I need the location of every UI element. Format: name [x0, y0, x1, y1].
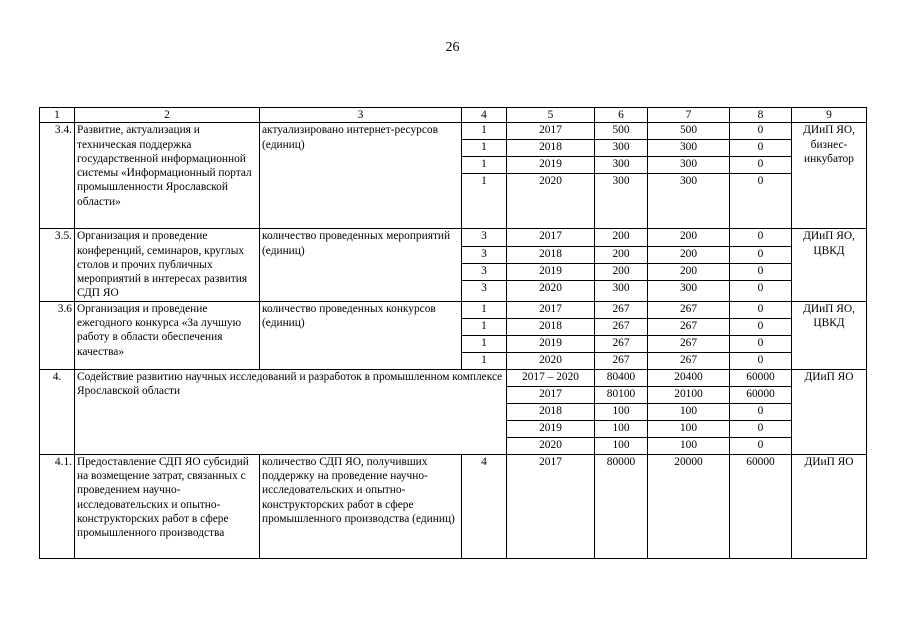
header-cell: 7	[648, 108, 730, 123]
table-row	[40, 454, 867, 558]
total-cell: 200	[595, 229, 648, 246]
total-cell: 500	[595, 123, 648, 140]
regional-cell: 267	[648, 352, 730, 369]
regional-cell: 267	[648, 301, 730, 318]
indicator-name: актуализировано интернет-ресурсов (единиц)	[260, 123, 462, 229]
indicator-value: 1	[462, 157, 507, 174]
year-cell: 2017	[507, 229, 595, 246]
year-cell: 2018	[507, 246, 595, 263]
other-cell: 60000	[730, 454, 792, 558]
indicator-value: 3	[462, 229, 507, 246]
task-name: Содействие развитию научных исследований и разработок в промышленном комплексе Ярославской области	[75, 369, 507, 454]
page-number: 26	[445, 40, 460, 55]
total-cell: 300	[595, 140, 648, 157]
header-cell: 8	[730, 108, 792, 123]
total-cell: 100	[595, 403, 648, 420]
measure-name: Организация и проведение ежегодного конкурса «За лучшую работу в области обеспечения качества»	[75, 301, 260, 369]
regional-cell: 200	[648, 229, 730, 246]
regional-cell: 300	[648, 281, 730, 301]
other-cell: 0	[730, 140, 792, 157]
row-number: 3.4.	[40, 123, 75, 229]
year-cell: 2020	[507, 437, 595, 454]
regional-cell: 500	[648, 123, 730, 140]
measure-name: Развитие, актуализация и техническая поддержка государственной информационной системы «Информационный портал промышленности Ярославской области»	[75, 123, 260, 229]
other-cell: 0	[730, 437, 792, 454]
header-cell: 2	[75, 108, 260, 123]
year-cell: 2017 – 2020	[507, 369, 595, 386]
indicator-value: 1	[462, 301, 507, 318]
total-cell: 267	[595, 352, 648, 369]
total-cell: 80400	[595, 369, 648, 386]
header-cell: 6	[595, 108, 648, 123]
other-cell: 0	[730, 229, 792, 246]
total-cell: 267	[595, 301, 648, 318]
other-cell: 60000	[730, 386, 792, 403]
indicator-name: количество проведенных мероприятий (единиц)	[260, 229, 462, 301]
regional-cell: 100	[648, 437, 730, 454]
other-cell: 0	[730, 123, 792, 140]
regional-cell: 300	[648, 157, 730, 174]
regional-cell: 20400	[648, 369, 730, 386]
other-cell: 0	[730, 335, 792, 352]
year-cell: 2019	[507, 335, 595, 352]
other-cell: 0	[730, 281, 792, 301]
total-cell: 300	[595, 174, 648, 229]
header-cell: 4	[462, 108, 507, 123]
indicator-value: 3	[462, 281, 507, 301]
header-cell: 5	[507, 108, 595, 123]
agency-cell: ДИиП ЯО	[792, 369, 867, 454]
regional-cell: 300	[648, 174, 730, 229]
indicator-value: 3	[462, 263, 507, 280]
regional-cell: 20100	[648, 386, 730, 403]
indicator-name: количество СДП ЯО, получивших поддержку на проведение научно-исследовательских и опытно-конструкторских работ в сфере промышленного производства (единиц)	[260, 454, 462, 558]
header-cell: 9	[792, 108, 867, 123]
other-cell: 0	[730, 263, 792, 280]
regional-cell: 300	[648, 140, 730, 157]
total-cell: 267	[595, 335, 648, 352]
table-row	[40, 369, 867, 386]
regional-cell: 267	[648, 335, 730, 352]
row-number: 4.	[40, 369, 75, 454]
program-table	[39, 107, 867, 559]
other-cell: 0	[730, 174, 792, 229]
year-cell: 2018	[507, 140, 595, 157]
indicator-value: 1	[462, 318, 507, 335]
year-cell: 2019	[507, 263, 595, 280]
indicator-value: 1	[462, 174, 507, 229]
year-cell: 2019	[507, 420, 595, 437]
agency-cell: ДИиП ЯО	[792, 454, 867, 558]
other-cell: 0	[730, 301, 792, 318]
year-cell: 2020	[507, 281, 595, 301]
year-cell: 2020	[507, 174, 595, 229]
regional-cell: 267	[648, 318, 730, 335]
agency-cell: ДИиП ЯО, бизнес-инкубатор	[792, 123, 867, 229]
year-cell: 2017	[507, 454, 595, 558]
other-cell: 0	[730, 318, 792, 335]
agency-cell: ДИиП ЯО, ЦВКД	[792, 229, 867, 301]
other-cell: 0	[730, 420, 792, 437]
total-cell: 300	[595, 281, 648, 301]
year-cell: 2017	[507, 386, 595, 403]
row-number: 3.5.	[40, 229, 75, 301]
row-number: 4.1.	[40, 454, 75, 558]
year-cell: 2019	[507, 157, 595, 174]
table-row	[40, 229, 867, 246]
indicator-value: 1	[462, 335, 507, 352]
year-cell: 2018	[507, 403, 595, 420]
indicator-value: 3	[462, 246, 507, 263]
year-cell: 2017	[507, 301, 595, 318]
table-row	[40, 301, 867, 318]
total-cell: 200	[595, 263, 648, 280]
table-row	[40, 123, 867, 140]
indicator-value: 1	[462, 140, 507, 157]
agency-cell: ДИиП ЯО, ЦВКД	[792, 301, 867, 369]
regional-cell: 200	[648, 246, 730, 263]
year-cell: 2017	[507, 123, 595, 140]
other-cell: 0	[730, 157, 792, 174]
total-cell: 100	[595, 437, 648, 454]
header-cell: 1	[40, 108, 75, 123]
regional-cell: 200	[648, 263, 730, 280]
other-cell: 0	[730, 352, 792, 369]
other-cell: 60000	[730, 369, 792, 386]
total-cell: 80000	[595, 454, 648, 558]
total-cell: 80100	[595, 386, 648, 403]
total-cell: 100	[595, 420, 648, 437]
total-cell: 300	[595, 157, 648, 174]
measure-name: Предоставление СДП ЯО субсидий на возмещение затрат, связанных с проведением научно-исследовательских и опытно-конструкторских работ в сфере промышленного производства	[75, 454, 260, 558]
regional-cell: 100	[648, 403, 730, 420]
indicator-value: 4	[462, 454, 507, 558]
indicator-name: количество проведенных конкурсов (единиц)	[260, 301, 462, 369]
measure-name: Организация и проведение конференций, семинаров, круглых столов и прочих публичных мероприятий в интересах развития СДП ЯО	[75, 229, 260, 301]
year-cell: 2020	[507, 352, 595, 369]
header-cell: 3	[260, 108, 462, 123]
other-cell: 0	[730, 403, 792, 420]
year-cell: 2018	[507, 318, 595, 335]
total-cell: 200	[595, 246, 648, 263]
indicator-value: 1	[462, 123, 507, 140]
total-cell: 267	[595, 318, 648, 335]
header-row	[40, 108, 867, 123]
other-cell: 0	[730, 246, 792, 263]
regional-cell: 100	[648, 420, 730, 437]
row-number: 3.6	[40, 301, 75, 369]
indicator-value: 1	[462, 352, 507, 369]
regional-cell: 20000	[648, 454, 730, 558]
